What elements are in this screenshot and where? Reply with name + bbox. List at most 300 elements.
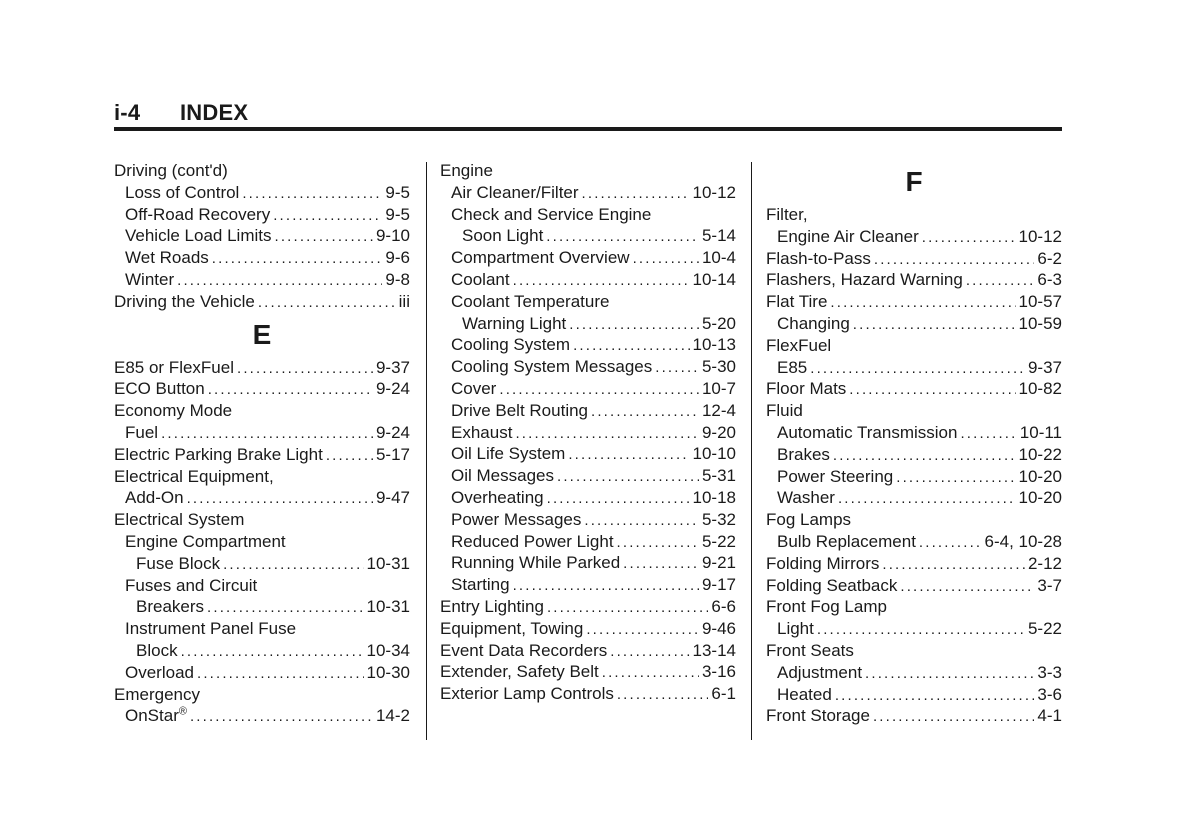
page-reference[interactable]: 5-31 xyxy=(701,466,736,486)
page-reference[interactable]: 10-7 xyxy=(701,378,736,398)
entry-label: FlexFuel xyxy=(766,335,832,355)
index-entry[interactable] xyxy=(114,640,410,662)
entry-text xyxy=(114,160,228,182)
index-entry[interactable] xyxy=(440,618,736,640)
page-reference[interactable]: 10-57 xyxy=(1018,292,1062,312)
entry-label: Starting xyxy=(451,575,510,595)
entry-text xyxy=(766,509,851,531)
dot-leader xyxy=(960,423,1016,444)
index-entry xyxy=(766,400,1062,422)
index-entry[interactable] xyxy=(440,400,736,422)
dot-leader xyxy=(177,270,382,291)
entry-label: Power Messages xyxy=(451,509,582,529)
dot-leader xyxy=(817,619,1025,640)
entry-text xyxy=(777,662,862,684)
page-reference[interactable]: 9-21 xyxy=(701,553,736,573)
page-reference[interactable]: 10-20 xyxy=(1018,466,1062,486)
page-reference[interactable]: 9-37 xyxy=(1027,357,1062,377)
index-entry[interactable] xyxy=(114,378,410,400)
entry-label: Winter xyxy=(125,269,175,289)
dot-leader xyxy=(273,205,382,226)
entry-text xyxy=(451,182,579,204)
page-reference[interactable]: 3-16 xyxy=(701,662,736,682)
index-entry[interactable] xyxy=(766,378,1062,400)
dot-leader xyxy=(208,379,373,400)
page-reference[interactable]: 9-37 xyxy=(375,357,410,377)
entry-text xyxy=(766,248,871,270)
dot-leader xyxy=(573,335,689,356)
dot-leader xyxy=(602,662,699,683)
entry-text xyxy=(777,531,916,553)
header-rule xyxy=(114,127,1062,131)
entry-text xyxy=(777,226,919,248)
entry-label: Reduced Power Light xyxy=(451,531,614,551)
page-reference[interactable]: 10-22 xyxy=(1018,444,1062,464)
dot-leader xyxy=(591,401,699,422)
page-reference[interactable]: 5-32 xyxy=(701,509,736,529)
index-entry[interactable] xyxy=(766,226,1062,248)
dot-leader xyxy=(835,685,1035,706)
entry-text xyxy=(451,422,512,444)
index-entry[interactable] xyxy=(114,357,410,379)
entry-text xyxy=(451,400,588,422)
entry-label: Electrical System xyxy=(114,510,245,530)
entry-label: Air Cleaner/Filter xyxy=(451,182,579,202)
dot-leader xyxy=(326,445,373,466)
dot-leader xyxy=(896,467,1015,488)
dot-leader xyxy=(190,706,373,727)
index-entry[interactable] xyxy=(114,596,410,618)
page-reference[interactable]: 10-30 xyxy=(366,662,410,682)
index-entry[interactable] xyxy=(114,705,410,727)
page-title: INDEX xyxy=(180,100,249,125)
index-entry[interactable] xyxy=(440,661,736,683)
index-entry[interactable] xyxy=(766,313,1062,335)
entry-text xyxy=(114,400,232,422)
index-entry[interactable] xyxy=(440,465,736,487)
entry-text xyxy=(451,334,570,356)
dot-leader xyxy=(838,488,1016,509)
section-letter: F xyxy=(905,166,923,197)
page-reference[interactable]: 10-20 xyxy=(1018,488,1062,508)
entry-label: Front Fog Lamp xyxy=(766,597,887,617)
entry-text xyxy=(440,640,607,662)
dot-leader xyxy=(499,379,699,400)
entry-label: Bulb Replacement xyxy=(777,531,916,551)
index-entry[interactable] xyxy=(766,291,1062,313)
page-reference[interactable]: 5-22 xyxy=(1027,619,1062,639)
page-reference[interactable]: 9-8 xyxy=(385,269,410,289)
index-column-3 xyxy=(766,160,1062,727)
dot-leader xyxy=(515,423,699,444)
page-reference[interactable]: 9-10 xyxy=(375,226,410,246)
dot-leader xyxy=(547,597,708,618)
index-entry[interactable] xyxy=(114,487,410,509)
entry-label: Fuse Block xyxy=(136,553,221,573)
entry-label: Automatic Transmission xyxy=(777,422,958,442)
dot-leader xyxy=(223,554,363,575)
entry-label: Running While Parked xyxy=(451,553,621,573)
index-entry xyxy=(114,160,410,182)
index-entry xyxy=(114,575,410,597)
index-entry xyxy=(114,466,410,488)
page-reference[interactable]: 10-11 xyxy=(1019,422,1062,442)
entry-text xyxy=(777,313,850,335)
index-entry[interactable] xyxy=(766,705,1062,727)
index-entry[interactable] xyxy=(766,357,1062,379)
page-reference[interactable]: 9-24 xyxy=(375,379,410,399)
entry-label: Flat Tire xyxy=(766,292,828,312)
entry-text xyxy=(766,291,827,313)
page-reference[interactable]: 6-1 xyxy=(711,684,736,704)
index-entry[interactable] xyxy=(114,225,410,247)
entry-label: Soon Light xyxy=(462,226,544,246)
dot-leader xyxy=(853,314,1016,335)
index-entry[interactable] xyxy=(766,422,1062,444)
entry-label: Driving (cont'd) xyxy=(114,161,228,180)
entry-label: Entry Lighting xyxy=(440,596,544,616)
index-entry xyxy=(114,618,410,640)
entry-label: Changing xyxy=(777,313,850,333)
page-reference[interactable]: 6-2 xyxy=(1037,248,1062,268)
entry-label: Floor Mats xyxy=(766,379,847,399)
index-entry[interactable] xyxy=(114,182,410,204)
entry-text xyxy=(136,640,178,662)
index-entry[interactable] xyxy=(440,356,736,378)
page-reference[interactable]: iii xyxy=(398,291,410,311)
entry-label: Front Storage xyxy=(766,706,870,726)
dot-leader xyxy=(833,445,1016,466)
index-entry[interactable] xyxy=(440,334,736,356)
dot-leader xyxy=(547,488,690,509)
entry-text xyxy=(766,705,870,727)
entry-text xyxy=(766,640,854,662)
page-reference[interactable]: 10-14 xyxy=(692,269,736,289)
entry-label: Engine Compartment xyxy=(125,531,286,551)
page-reference[interactable]: 9-47 xyxy=(375,488,410,508)
registered-mark: ® xyxy=(178,705,187,718)
dot-leader xyxy=(258,292,396,313)
index-entry xyxy=(766,596,1062,618)
entry-label: Driving the Vehicle xyxy=(114,291,255,311)
page-reference[interactable]: 10-34 xyxy=(366,640,410,660)
entry-label: Wet Roads xyxy=(125,248,209,268)
index-entry xyxy=(766,640,1062,662)
page-reference[interactable]: 10-13 xyxy=(692,335,736,355)
index-entry[interactable] xyxy=(440,313,736,335)
entry-label: Off-Road Recovery xyxy=(125,204,271,224)
dot-leader xyxy=(513,575,699,596)
page-reference[interactable]: 6-6 xyxy=(711,596,736,616)
dot-leader xyxy=(274,226,372,247)
entry-text xyxy=(440,596,544,618)
entry-text xyxy=(766,553,879,575)
entry-label: Exhaust xyxy=(451,422,513,442)
index-entry[interactable] xyxy=(114,662,410,684)
entry-text xyxy=(766,400,803,422)
index-entry[interactable] xyxy=(440,531,736,553)
entry-text xyxy=(462,225,543,247)
dot-leader xyxy=(569,314,699,335)
index-entry[interactable] xyxy=(766,531,1062,553)
dot-leader xyxy=(617,684,709,705)
page-reference[interactable]: 10-10 xyxy=(692,444,736,464)
dot-leader xyxy=(882,554,1025,575)
entry-text xyxy=(451,443,565,465)
dot-leader xyxy=(586,619,699,640)
dot-leader xyxy=(900,576,1034,597)
dot-leader xyxy=(873,706,1034,727)
entry-label: Breakers xyxy=(136,597,205,617)
dot-leader xyxy=(212,248,383,269)
index-entry[interactable] xyxy=(440,182,736,204)
dot-leader xyxy=(242,183,382,204)
entry-text xyxy=(440,661,599,683)
page-reference[interactable]: 9-24 xyxy=(375,422,410,442)
page-reference[interactable]: 5-22 xyxy=(701,531,736,551)
index-entry[interactable] xyxy=(440,509,736,531)
entry-text xyxy=(451,247,630,269)
page-reference[interactable]: 5-30 xyxy=(701,357,736,377)
index-entry[interactable] xyxy=(114,247,410,269)
dot-leader xyxy=(610,641,689,662)
entry-text xyxy=(136,596,204,618)
page-reference[interactable]: 9-46 xyxy=(701,618,736,638)
page-reference[interactable]: 3-7 xyxy=(1037,575,1062,595)
index-entry xyxy=(114,509,410,531)
entry-text xyxy=(777,466,893,488)
index-entry[interactable] xyxy=(440,378,736,400)
index-entry[interactable] xyxy=(766,487,1062,509)
index-entry[interactable] xyxy=(766,684,1062,706)
entry-label: ECO Button xyxy=(114,379,205,399)
index-entry[interactable] xyxy=(114,444,410,466)
entry-label: Fuses and Circuit xyxy=(125,575,258,595)
entry-label: Engine Air Cleaner xyxy=(777,226,919,246)
entry-text xyxy=(777,487,835,509)
entry-text xyxy=(451,531,614,553)
entry-text xyxy=(440,618,583,640)
index-entry[interactable] xyxy=(440,574,736,596)
index-entry[interactable] xyxy=(114,269,410,291)
index-entry[interactable] xyxy=(114,422,410,444)
index-entry[interactable] xyxy=(440,443,736,465)
index-entry[interactable] xyxy=(766,618,1062,640)
index-entry[interactable] xyxy=(766,575,1062,597)
dot-leader xyxy=(237,358,373,379)
entry-text xyxy=(451,356,652,378)
entry-label: Exterior Lamp Controls xyxy=(440,684,614,704)
page-reference[interactable]: 10-18 xyxy=(692,487,736,507)
entry-text xyxy=(125,487,184,509)
index-entry[interactable] xyxy=(766,466,1062,488)
page-reference[interactable]: 6-3 xyxy=(1037,270,1062,290)
entry-label: OnStar xyxy=(125,706,179,726)
dot-leader xyxy=(546,226,699,247)
dot-leader xyxy=(919,532,982,553)
dot-leader xyxy=(830,292,1015,313)
index-entry[interactable] xyxy=(766,444,1062,466)
section-letter: E xyxy=(252,318,272,350)
entry-label: Fog Lamps xyxy=(766,510,852,530)
page-header xyxy=(114,100,248,126)
page-reference[interactable]: 2-12 xyxy=(1027,553,1062,573)
page-reference[interactable]: 10-12 xyxy=(1018,226,1062,246)
entry-text xyxy=(125,247,209,269)
page-reference[interactable]: 5-20 xyxy=(701,313,736,333)
dot-leader xyxy=(181,641,364,662)
index-entry[interactable] xyxy=(440,552,736,574)
entry-label: Front Seats xyxy=(766,640,854,660)
entry-text xyxy=(766,269,963,291)
page-reference[interactable]: 9-6 xyxy=(385,248,410,268)
entry-text xyxy=(766,335,831,357)
index-entry xyxy=(440,204,736,226)
dot-leader xyxy=(207,597,363,618)
entry-text xyxy=(451,269,510,291)
entry-text xyxy=(125,575,257,597)
index-entry[interactable] xyxy=(440,225,736,247)
page-reference[interactable]: 10-59 xyxy=(1018,313,1062,333)
index-entry[interactable] xyxy=(440,640,736,662)
dot-leader xyxy=(187,488,373,509)
entry-text xyxy=(114,466,274,488)
entry-label: Fluid xyxy=(766,401,803,421)
entry-text xyxy=(766,596,887,618)
entry-label: Add-On xyxy=(125,488,184,508)
column-divider xyxy=(426,162,427,740)
page-reference[interactable]: 10-12 xyxy=(692,182,736,202)
column-divider xyxy=(751,162,752,740)
entry-label: Cooling System Messages xyxy=(451,357,653,377)
dot-leader xyxy=(557,466,699,487)
dot-leader xyxy=(623,553,699,574)
index-entry[interactable] xyxy=(766,248,1062,270)
entry-label: Brakes xyxy=(777,444,830,464)
page-reference[interactable]: 13-14 xyxy=(692,640,736,660)
index-entry xyxy=(766,204,1062,226)
entry-label: Loss of Control xyxy=(125,182,240,202)
page-reference[interactable]: 10-4 xyxy=(701,248,736,268)
dot-leader xyxy=(582,183,690,204)
index-entry[interactable] xyxy=(766,662,1062,684)
index-entry[interactable] xyxy=(440,422,736,444)
entry-label: Cooling System xyxy=(451,335,571,355)
page-reference[interactable]: 12-4 xyxy=(701,400,736,420)
page-reference[interactable]: 9-5 xyxy=(385,204,410,224)
page-reference[interactable]: 10-31 xyxy=(366,553,410,573)
entry-text xyxy=(451,487,544,509)
entry-label: Washer xyxy=(777,488,835,508)
entry-text xyxy=(125,531,286,553)
index-entry xyxy=(114,400,410,422)
entry-label: Engine xyxy=(440,161,493,180)
page-reference[interactable]: 3-3 xyxy=(1037,662,1062,682)
entry-label: Warning Light xyxy=(462,313,567,333)
entry-label: Folding Seatback xyxy=(766,575,898,595)
entry-label: Folding Mirrors xyxy=(766,553,880,573)
entry-text xyxy=(451,378,496,400)
entry-label: Electric Parking Brake Light xyxy=(114,444,323,464)
index-entry[interactable] xyxy=(766,269,1062,291)
entry-text xyxy=(777,684,832,706)
dot-leader xyxy=(633,248,699,269)
page-reference[interactable]: 3-6 xyxy=(1037,684,1062,704)
page-reference[interactable]: 14-2 xyxy=(375,706,410,726)
entry-text xyxy=(766,204,808,226)
entry-text xyxy=(451,465,554,487)
page-reference[interactable]: 5-17 xyxy=(375,444,410,464)
entry-text xyxy=(114,291,255,313)
entry-label: Fuel xyxy=(125,422,159,442)
entry-label: E85 or FlexFuel xyxy=(114,357,234,377)
dot-leader xyxy=(513,270,690,291)
entry-label: E85 xyxy=(777,357,808,377)
entry-text xyxy=(125,705,187,727)
entry-text xyxy=(125,204,270,226)
entry-text xyxy=(766,378,846,400)
index-entry xyxy=(766,509,1062,531)
index-entry[interactable] xyxy=(440,487,736,509)
page-reference[interactable]: 9-17 xyxy=(701,575,736,595)
entry-text xyxy=(114,684,200,706)
entry-text xyxy=(777,422,957,444)
index-entry[interactable] xyxy=(114,204,410,226)
index-entry xyxy=(766,335,1062,357)
index-entry[interactable] xyxy=(114,553,410,575)
dot-leader xyxy=(849,379,1015,400)
entry-text xyxy=(777,357,807,379)
entry-text xyxy=(114,357,234,379)
entry-label: Heated xyxy=(777,684,832,704)
index-entry[interactable] xyxy=(440,596,736,618)
entry-label: Vehicle Load Limits xyxy=(125,226,272,246)
entry-text xyxy=(114,509,244,531)
page-reference[interactable]: 6-4, 10-28 xyxy=(984,531,1062,551)
page-reference[interactable]: 9-20 xyxy=(701,422,736,442)
dot-leader xyxy=(865,663,1034,684)
entry-text xyxy=(440,160,493,182)
index-entry[interactable] xyxy=(440,269,736,291)
entry-text xyxy=(440,683,614,705)
index-entry xyxy=(440,160,736,182)
entry-text xyxy=(451,291,609,313)
entry-text xyxy=(766,575,897,597)
index-entry[interactable] xyxy=(766,553,1062,575)
dot-leader xyxy=(568,444,689,465)
entry-label: Light xyxy=(777,619,814,639)
page-reference[interactable]: 4-1 xyxy=(1037,706,1062,726)
entry-label: Extender, Safety Belt xyxy=(440,662,599,682)
entry-label: Coolant xyxy=(451,269,510,289)
page-reference[interactable]: 10-31 xyxy=(366,597,410,617)
page-reference[interactable]: 9-5 xyxy=(385,182,410,202)
entry-text xyxy=(125,269,174,291)
index-entry[interactable] xyxy=(114,291,410,313)
dot-leader xyxy=(197,663,364,684)
page-reference[interactable]: 5-14 xyxy=(701,226,736,246)
entry-text xyxy=(777,618,814,640)
entry-label: Flash-to-Pass xyxy=(766,248,871,268)
entry-label: Power Steering xyxy=(777,466,894,486)
entry-label: Check and Service Engine xyxy=(451,204,652,224)
page-reference[interactable]: 10-82 xyxy=(1018,379,1062,399)
index-entry[interactable] xyxy=(440,683,736,705)
index-entry xyxy=(440,291,736,313)
entry-label: Oil Messages xyxy=(451,466,554,486)
index-entry[interactable] xyxy=(440,247,736,269)
entry-text xyxy=(451,574,510,596)
